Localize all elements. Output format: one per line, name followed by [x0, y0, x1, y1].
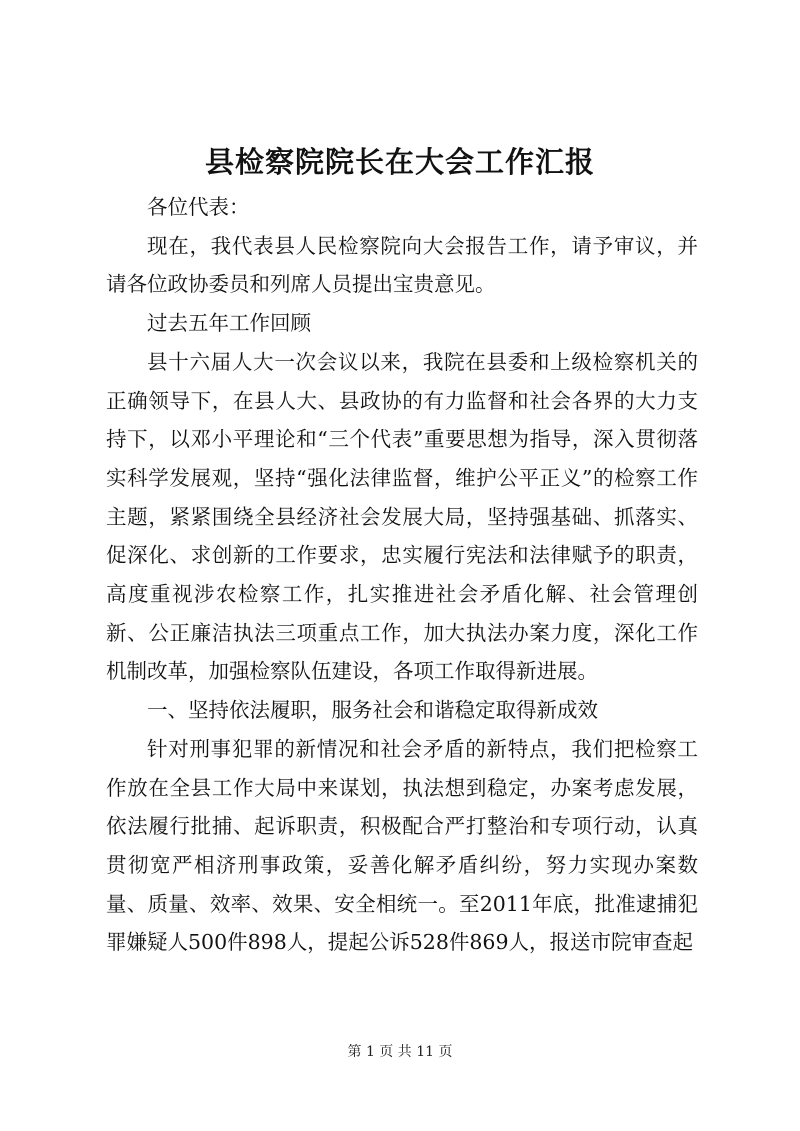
- document-body: [106, 188, 698, 962]
- salutation-paragraph: 各位代表：: [147, 195, 250, 219]
- opening-paragraph: 现在，我代表县人民检察院向大会报告工作，请予审议，并请各位政协委员和列席人员提出宝贵意见。: [106, 233, 698, 297]
- review-paragraph: 县十六届人大一次会议以来，我院在县委和上级检察机关的正确领导下，在县人大、县政协的有力监督和社会各界的大力支持下，以邓小平理论和“三个代表”重要思想为指导，深入贯彻落实科学发展观，坚持“强化法律监督，维护公平正义”的检察工作主题，紧紧围绕全县经济社会发展大局，坚持强基础、抓落实、促深化、求创新的工作要求，忠实履行宪法和法律赋予的职责，高度重视涉农检察工作，扎实推进社会矛盾化解、社会管理创新、公正廉洁执法三项重点工作，加大执法办案力度，深化工作机制改革，加强检察队伍建设，各项工作取得新进展。: [106, 349, 698, 684]
- section-one-paragraph: 针对刑事犯罪的新情况和社会矛盾的新特点，我们把检察工作放在全县工作大局中来谋划，执法想到稳定，办案考虑发展，依法履行批捕、起诉职责，积极配合严打整治和专项行动，认真贯彻宽严相济刑事政策，妥善化解矛盾纠纷，努力实现办案数量、质量、效率、效果、安全相统一。至2011年底，批准逮捕犯罪嫌疑人500件898人，提起公诉528件869人，报送市院审查起: [106, 736, 698, 955]
- page-footer: 第 1 页 共 11 页: [347, 1044, 453, 1060]
- section-heading-review: 过去五年工作回顾: [147, 311, 311, 336]
- document-title: 县检察院院长在大会工作汇报: [204, 145, 595, 179]
- section-heading-one: 一、坚持依法履职，服务社会和谐稳定取得新成效: [147, 698, 598, 723]
